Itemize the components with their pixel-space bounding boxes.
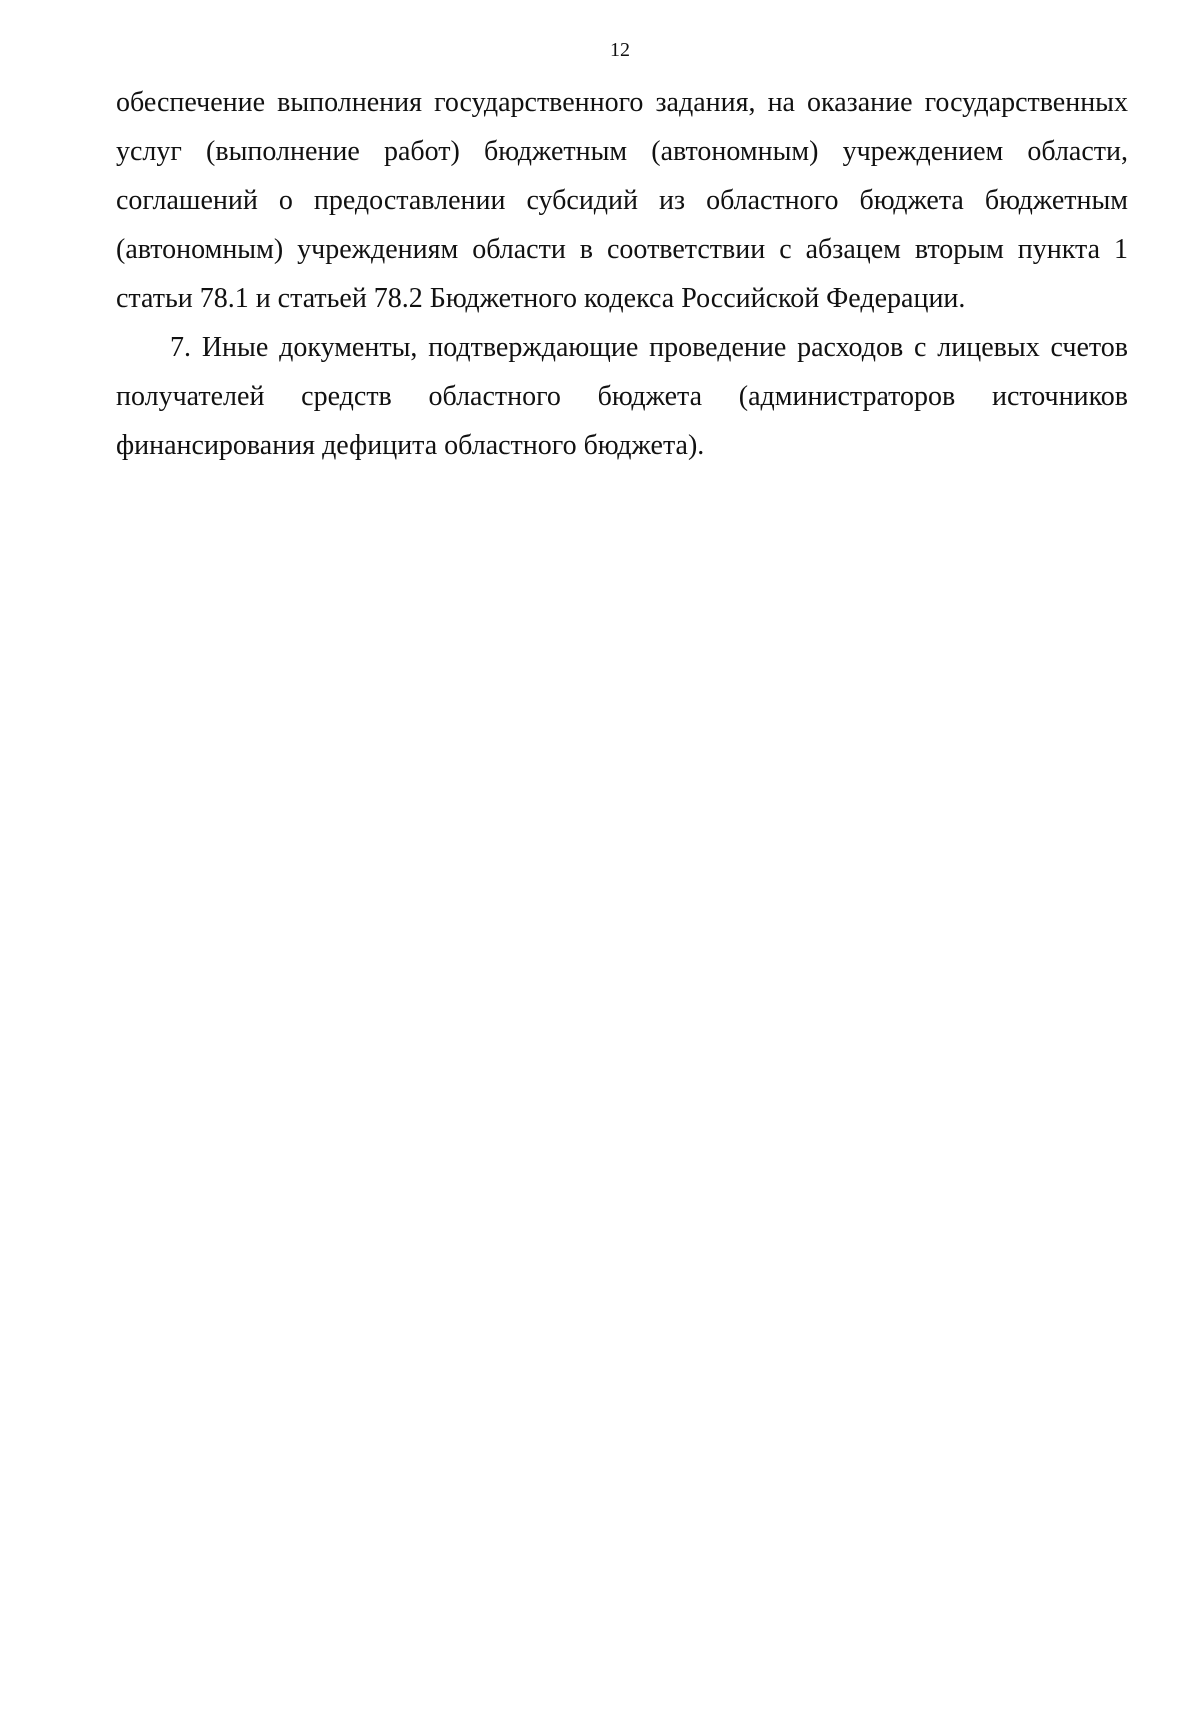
page-number: 12: [610, 39, 630, 61]
paragraph-item-7: 7. Иные документы, подтверждающие проведение расходов с лицевых счетов получателей средств областного бюджета (администраторов источников финансирования дефицита областного бюджета).: [116, 332, 1128, 461]
paragraph-continuation: обеспечение выполнения государственного задания, на оказание государственных услуг (выполнение работ) бюджетным (автономным) учреждением области, соглашений о предоставлении субсидий из областного бюджета бюджетным (автономным) учреждениям области в соответствии с абзацем вторым пункта 1 статьи 78.1 и статьей 78.2 Бюджетного кодекса Российской Федерации.: [116, 87, 1128, 314]
body-text: [116, 78, 1128, 470]
